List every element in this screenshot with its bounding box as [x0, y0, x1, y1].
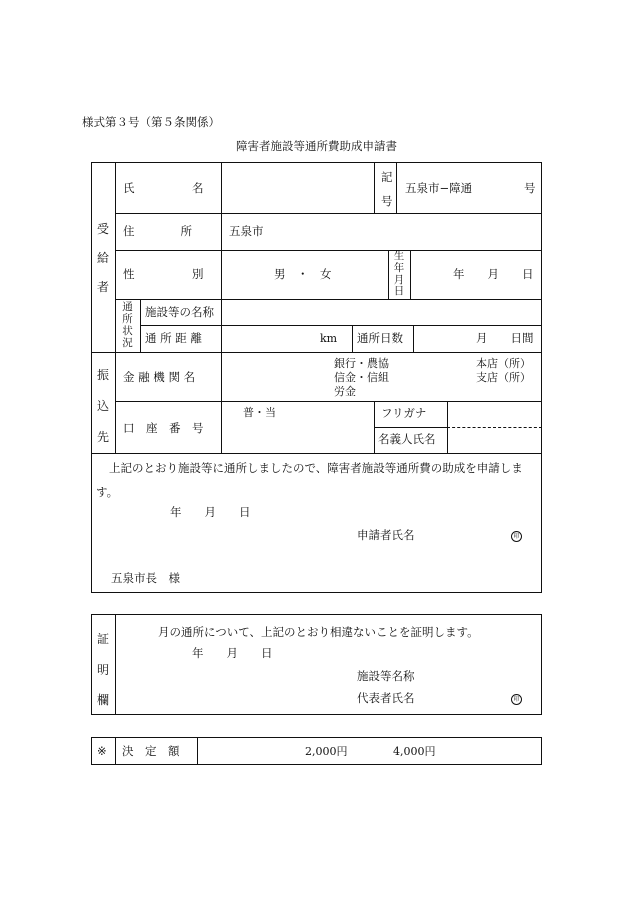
certification-date: 年 月 日 [192, 646, 273, 660]
decision-amount-label: 決 定 額 [122, 744, 180, 758]
registry-number-suffix: 号 [524, 181, 536, 195]
address-label: 住 所 [123, 224, 192, 238]
representative-seal-icon: 印 [511, 694, 522, 705]
attendance-days-format: 月 日間 [476, 331, 534, 345]
facility-name-label: 施設等の名称 [145, 305, 214, 319]
address-value: 五泉市 [229, 224, 264, 238]
attendance-status-label: 通所状況 [122, 301, 133, 350]
recipient-section-label: 受給者 [96, 222, 109, 294]
form-number: 様式第３号（第５条関係） [82, 115, 220, 129]
application-date: 年 月 日 [170, 505, 251, 519]
transfer-section-label: 振込先 [96, 368, 109, 445]
branch-line1: 本店（所） [476, 357, 531, 370]
name-label: 氏 名 [123, 181, 204, 195]
bank-types-line2: 信金・信組 [334, 371, 389, 384]
bank-types-line3: 労金 [334, 385, 356, 398]
representative-name-label: 代表者氏名 [357, 691, 415, 705]
gender-options: 男 ・ 女 [274, 267, 332, 281]
distance-unit: km [320, 332, 338, 345]
form-title: 障害者施設等通所費助成申請書 [236, 139, 397, 153]
applicant-seal-icon: 印 [511, 531, 522, 542]
decision-amount-option-2: 4,000円 [393, 745, 436, 758]
birthdate-format: 年 月 日 [453, 267, 534, 281]
account-holder-label: 名義人氏名 [378, 432, 436, 446]
certification-statement: 月の通所について、上記のとおり相違ないことを証明します。 [158, 625, 479, 639]
certification-section-label: 証明欄 [96, 632, 109, 708]
branch-line2: 支店（所） [476, 371, 531, 384]
attendance-days-label: 通所日数 [357, 331, 403, 345]
application-statement-cont: す。 [96, 485, 119, 499]
decision-amount-option-1: 2,000円 [305, 745, 348, 758]
bank-label: 金 融 機 関 名 [123, 370, 196, 384]
furigana-label: フリガナ [381, 406, 427, 420]
decision-mark: ※ [97, 744, 107, 758]
ki-label: 記 [381, 170, 393, 184]
gender-label: 性 別 [123, 267, 204, 281]
birthdate-label: 生年月日 [393, 250, 405, 298]
account-types: 普・当 [243, 406, 276, 419]
account-number-label: 口 座 番 号 [123, 421, 204, 435]
mayor-addressee: 五泉市長 様 [111, 571, 180, 585]
distance-label: 通 所 距 離 [145, 331, 202, 345]
applicant-name-label: 申請者氏名 [357, 528, 415, 542]
go-label: 号 [381, 194, 393, 208]
bank-types-line1: 銀行・農協 [334, 357, 389, 370]
registry-number-prefix: 五泉市−障通 [405, 181, 473, 195]
application-statement: 上記のとおり施設等に通所しましたので、障害者施設等通所費の助成を申請しま [109, 461, 523, 475]
certifying-facility-label: 施設等名称 [357, 669, 415, 683]
